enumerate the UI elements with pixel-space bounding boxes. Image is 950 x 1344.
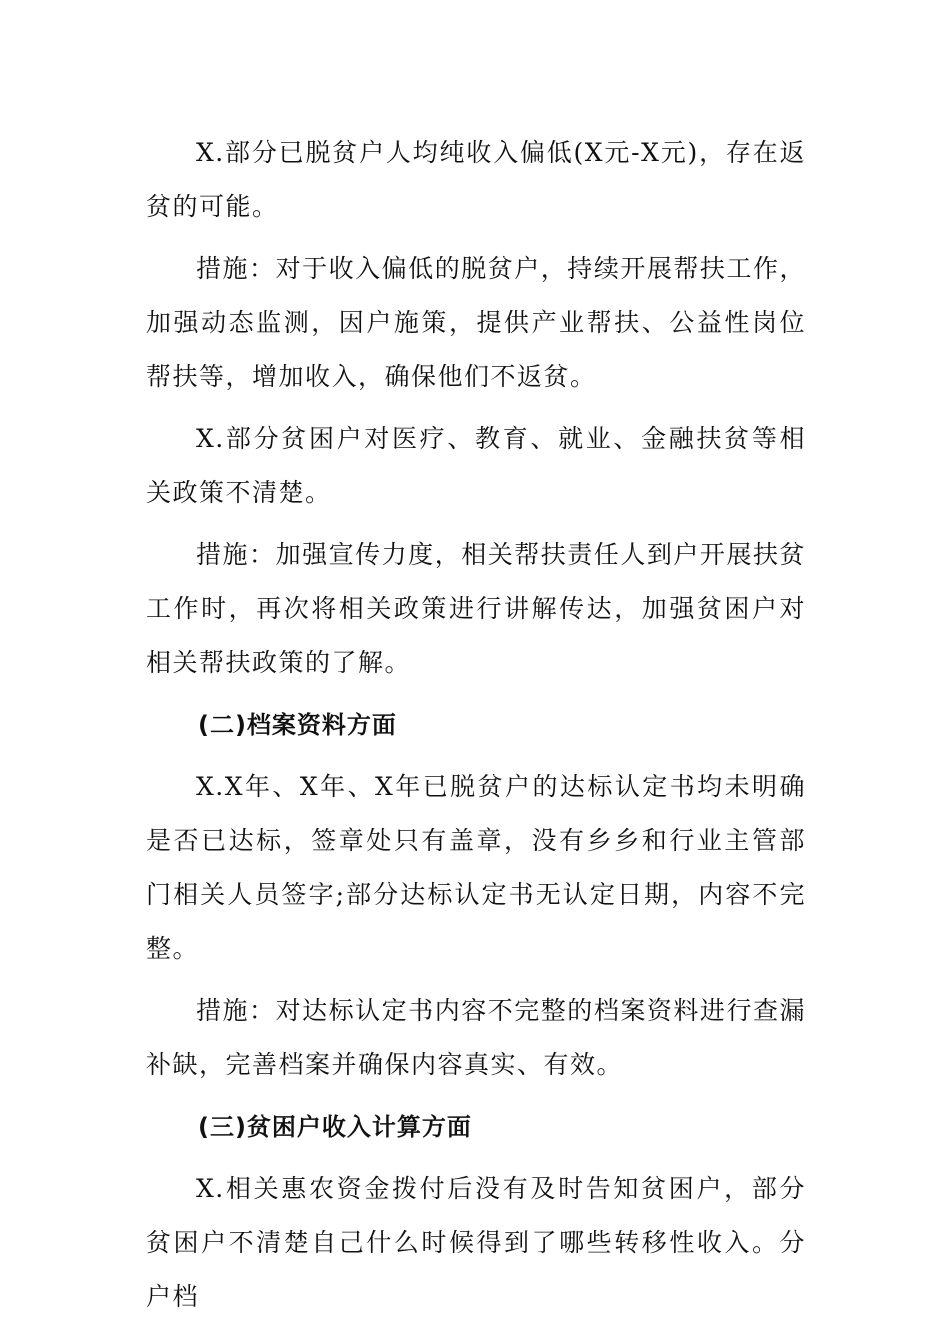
paragraph-income-calculation-issue: X.相关惠农资金拨付后没有及时告知贫困户，部分贫困户不清楚自己什么时候得到了哪些转移性收入。分户档	[146, 1174, 806, 1311]
paragraph-policy-measure: 措施：加强宣传力度，相关帮扶责任人到户开展扶贫工作时，再次将相关政策进行讲解传达，加强贫困户对相关帮扶政策的了解。	[146, 540, 806, 677]
section-heading-archives: (二)档案资料方面	[198, 711, 397, 739]
document-body	[146, 126, 806, 1332]
section-heading-income-calculation: (三)贫困户收入计算方面	[198, 1113, 472, 1141]
paragraph-income-issue: X.部分已脱贫户人均纯收入偏低(X元-X元)，存在返贫的可能。	[146, 138, 806, 221]
paragraph-income-measure: 措施：对于收入偏低的脱贫户，持续开展帮扶工作，加强动态监测，因户施策，提供产业帮扶、公益性岗位帮扶等，增加收入，确保他们不返贫。	[146, 254, 806, 391]
paragraph-policy-issue: X.部分贫困户对医疗、教育、就业、金融扶贫等相关政策不清楚。	[146, 424, 806, 507]
paragraph-archives-issue: X.X年、X年、X年已脱贫户的达标认定书均未明确是否已达标，签章处只有盖章，没有乡乡和行业主管部门相关人员签字;部分达标认定书无认定日期，内容不完整。	[146, 772, 806, 963]
paragraph-archives-measure: 措施：对达标认定书内容不完整的档案资料进行查漏补缺，完善档案并确保内容真实、有效。	[146, 996, 806, 1079]
